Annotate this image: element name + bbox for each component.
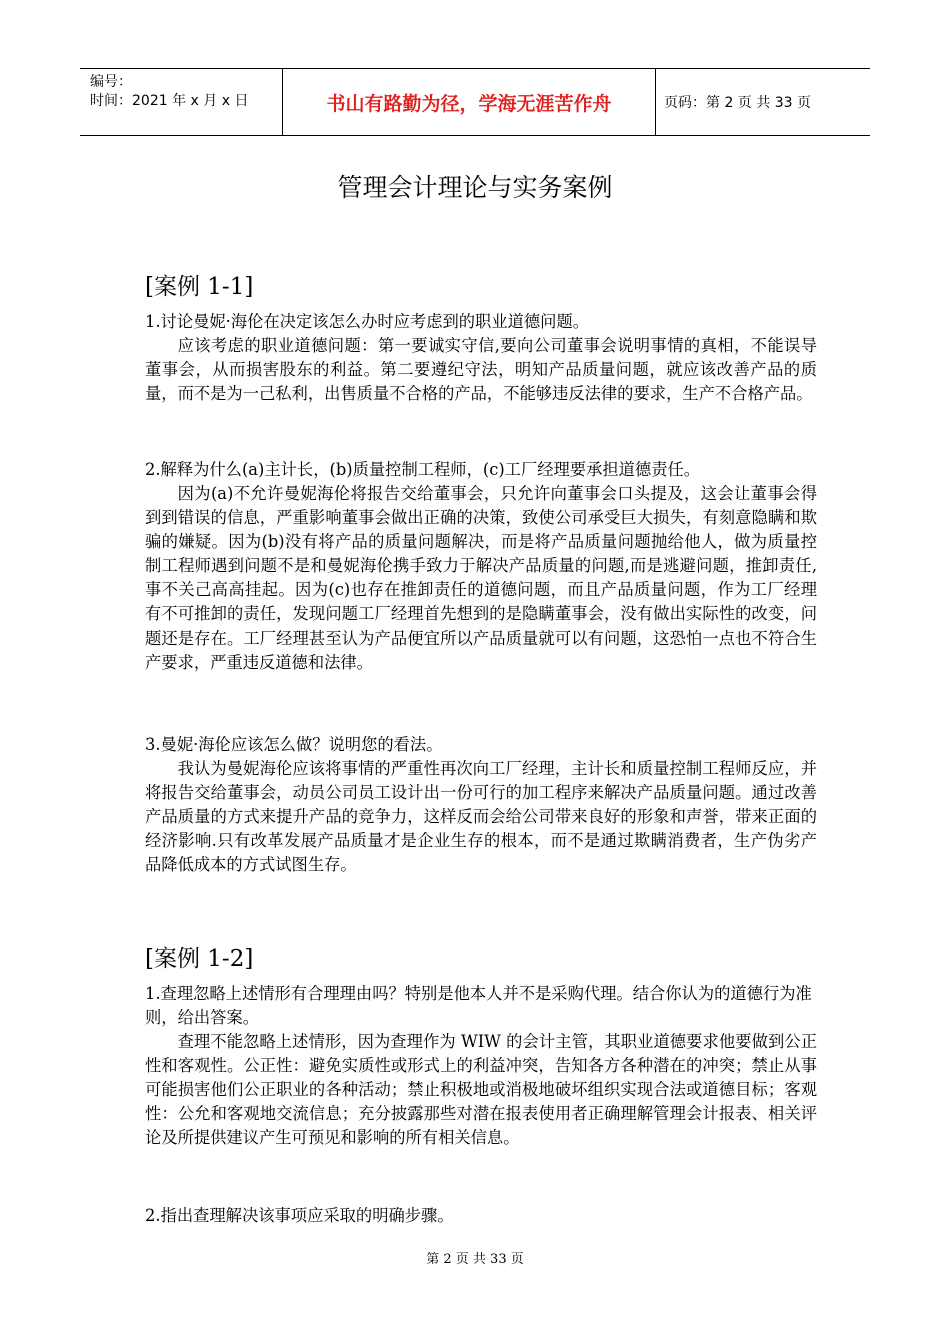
answer-paragraph: 查理不能忽略上述情形，因为查理作为 WIW 的会计主管，其职业道德要求他要做到公正性和客观性。公正性：避免实质性或形式上的利益冲突，告知各方各种潜在的冲突；禁止从事可能损害他们公正职业的各种活动；禁止积极地或消极地破坏组织实现合法或道德目标；客观性：公允和客观地交流信息；充分披露那些对潜在报表使用者正确理解管理会计报表、相关评论及所提供建议产生可预见和影响的所有相关信息。 [145,1032,817,1148]
question: 1.查理忽略上述情形有合理理由吗？特别是他本人并不是采购代理。结合你认为的道德行为准则，给出答案。 [145,984,812,1028]
document-number-label: 编号： [90,74,132,90]
header-meta [80,69,282,135]
question: 2.指出查理解决该事项应采取的明确步骤。 [145,1206,454,1225]
header-motto: 书山有路勤为径，学海无涯苦作舟 [326,92,612,115]
header-page-info: 页码：第 2 页 共 33 页 [664,95,811,111]
case-heading: [案例 1-2] [145,946,254,972]
question: 3.曼妮·海伦应该怎么做？说明您的看法。 [145,735,443,754]
answer-paragraph: 因为(a)不允许曼妮海伦将报告交给董事会，只允许向董事会口头提及，这会让董事会得到到错误的信息，严重影响董事会做出正确的决策，致使公司承受巨大损失，有刻意隐瞒和欺骗的嫌疑。因为(b)没有将产品的质量问题解决，而是将产品质量问题抛给他人，做为质量控制工程师遇到问题不是和曼妮海伦携手致力于解决产品质量的问题,而是逃避问题，推卸责任,事不关己高高挂起。因为(c)也存在推卸责任的道德问题，而且产品质量问题，作为工厂经理有不可推卸的责任，发现问题工厂经理首先想到的是隐瞒董事会，没有做出实际性的改变，问题还是存在。工厂经理甚至认为产品便宜所以产品质量就可以有问题，这恐怕一点也不符合生产要求，严重违反道德和法律。 [145,484,817,672]
document-title: 管理会计理论与实务案例 [337,173,613,202]
question: 2.解释为什么(a)主计长，(b)质量控制工程师，(c)工厂经理要承担道德责任。 [145,460,701,479]
page-header [80,68,870,136]
page-footer: 第 2 页 共 33 页 [426,1252,524,1267]
answer-paragraph: 应该考虑的职业道德问题：第一要诚实守信,要向公司董事会说明事情的真相，不能误导董事会，从而损害股东的利益。第二要遵纪守法，明知产品质量问题，就应该改善产品的质量，而不是为一己私利，出售质量不合格的产品，不能够违反法律的要求，生产不合格产品。 [145,336,817,404]
case-heading: [案例 1-1] [145,274,254,300]
header-motto-cell [282,69,656,135]
question: 1.讨论曼妮·海伦在决定该怎么办时应考虑到的职业道德问题。 [145,312,590,331]
document-date-label: 时间：2021 年 x 月 x 日 [90,93,249,109]
answer-paragraph: 我认为曼妮海伦应该将事情的严重性再次向工厂经理，主计长和质量控制工程师反应，并将报告交给董事会，动员公司员工设计出一份可行的加工程序来解决产品质量问题。通过改善产品质量的方式来提升产品的竞争力，这样反而会给公司带来良好的形象和声誉，带来正面的经济影响.只有改革发展产品质量才是企业生存的根本，而不是通过欺瞒消费者，生产伪劣产品降低成本的方式试图生存。 [145,759,817,875]
